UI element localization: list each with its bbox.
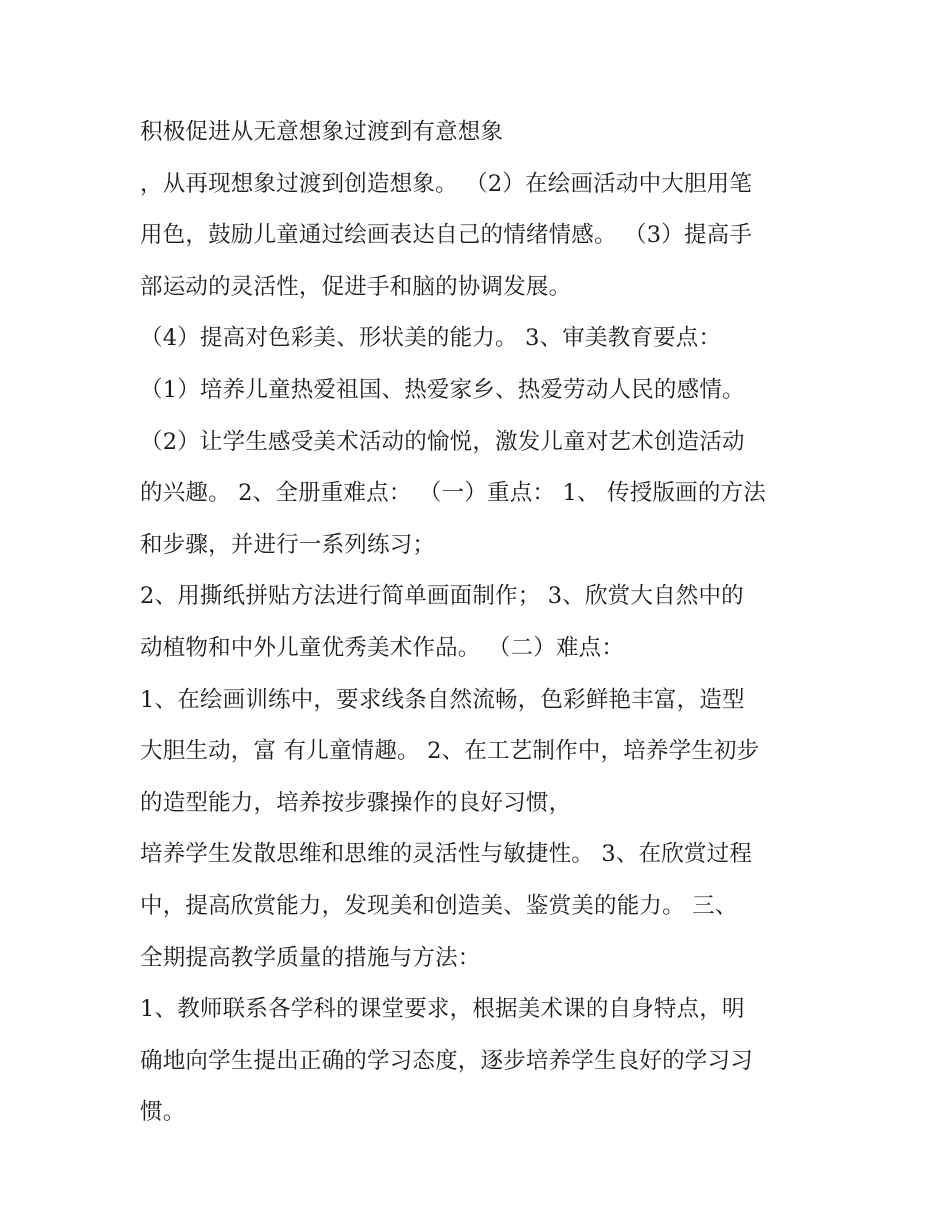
text-line: 部运动的灵活性，促进手和脑的协调发展。 (140, 273, 572, 300)
text-line: 的兴趣。 2、全册重难点： （一）重点： 1、 传授版画的方法 (140, 480, 766, 507)
text-line: （1）培养儿童热爱祖国、热爱家乡、热爱劳动人民的感情。 (140, 376, 745, 403)
text-line: 确地向学生提出正确的学习态度，逐步培养学生良好的学习习 (140, 1047, 753, 1074)
text-line: 积极促进从无意想象过渡到有意想象 (140, 119, 504, 145)
document-body (140, 107, 830, 1139)
text-line: 大胆生动，富 有儿童情趣。 2、在工艺制作中，培养学生初步 (140, 738, 760, 765)
text-line: （4）提高对色彩美、形状美的能力。 3、审美教育要点： (140, 325, 722, 352)
text-line: 2、用撕纸拼贴方法进行简单画面制作； 3、欣赏大自然中的 (140, 583, 744, 610)
text-line: 1、教师联系各学科的课堂要求，根据美术课的自身特点，明 (140, 996, 745, 1023)
text-line: （2）让学生感受美术活动的愉悦，激发儿童对艺术创造活动 (140, 428, 745, 455)
text-line: 全期提高教学质量的措施与方法： (140, 944, 481, 971)
text-line: 培养学生发散思维和思维的灵活性与敏捷性。 3、在欣赏过程 (140, 841, 753, 868)
text-line: 惯。 (140, 1099, 186, 1126)
text-line: 和步骤，并进行一系列练习； (140, 531, 436, 558)
text-line: 1、在绘画训练中，要求线条自然流畅，色彩鲜艳丰富，造型 (140, 686, 745, 713)
text-line: 中，提高欣赏能力，发现美和创造美、鉴赏美的能力。 三、 (140, 892, 738, 919)
text-line: 的造型能力，培养按步骤操作的良好习惯， (140, 789, 572, 816)
text-line: 动植物和中外儿童优秀美术作品。 （二）难点： (140, 634, 625, 661)
text-line: 用色，鼓励儿童通过绘画表达自己的情绪情感。 （3）提高手 (140, 222, 753, 249)
text-line: ，从再现想象过渡到创造想象。 （2）在绘画活动中大胆用笔 (140, 170, 753, 197)
